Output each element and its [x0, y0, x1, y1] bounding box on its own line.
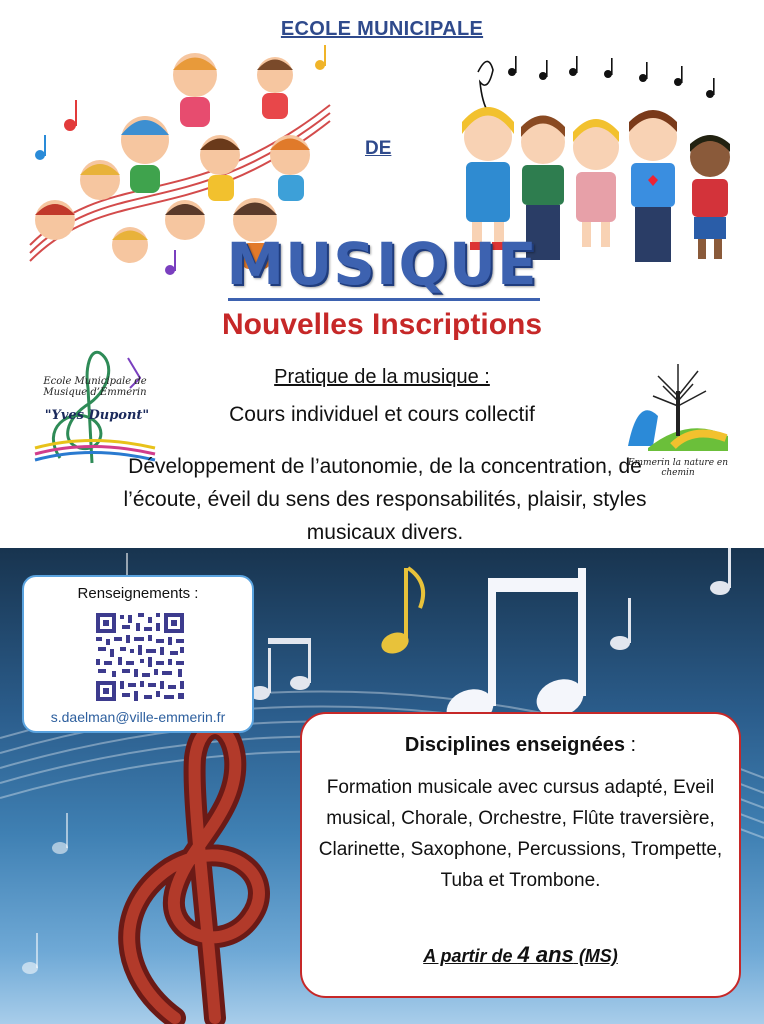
contact-email-link[interactable]: s.daelman@ville-emmerin.fr — [50, 709, 226, 725]
school-title: ECOLE MUNICIPALE — [280, 18, 484, 40]
disciplines-card — [300, 712, 741, 998]
age-value: 4 ans — [517, 942, 574, 967]
contact-title: Renseignements : — [77, 585, 199, 602]
logo-left-name: "Yves Dupont" — [44, 408, 150, 423]
disciplines-title: Disciplines enseignées — [404, 734, 625, 756]
contact-card — [22, 575, 254, 733]
logo-right-caption: Emmerin la nature en chemin — [627, 458, 729, 478]
description-text: Développement de l’autonomie, de la concentration, de l’écoute, éveil du sens des responsabilités, plaisir, styles musicaux divers. — [123, 455, 647, 544]
disciplines-heading — [302, 734, 739, 757]
courses-text: Cours individuel et cours collectif — [229, 403, 535, 426]
musique-underline — [228, 298, 540, 301]
disciplines-title-suffix: : — [624, 734, 637, 756]
qr-code-icon[interactable] — [94, 611, 186, 703]
title-de: DE — [365, 138, 392, 159]
practice-heading: Pratique de la musique : — [274, 366, 490, 388]
age-suffix: (MS) — [573, 946, 618, 966]
age-prefix: A partir de — [423, 946, 518, 966]
subtitle-inscriptions: Nouvelles Inscriptions — [221, 308, 543, 341]
age-requirement — [302, 942, 739, 968]
treble-clef-icon — [129, 728, 259, 1018]
logo-left-text: Ecole Municipale de Musique d’Emmerin — [43, 376, 147, 398]
title-musique: MUSIQUE — [226, 230, 538, 298]
disciplines-list: Formation musicale avec cursus adapté, Eveil musical, Chorale, Orchestre, Flûte traversière, Clarinette, Saxophone, Percussions, Trompette, Tuba et Trombone. — [318, 777, 723, 891]
